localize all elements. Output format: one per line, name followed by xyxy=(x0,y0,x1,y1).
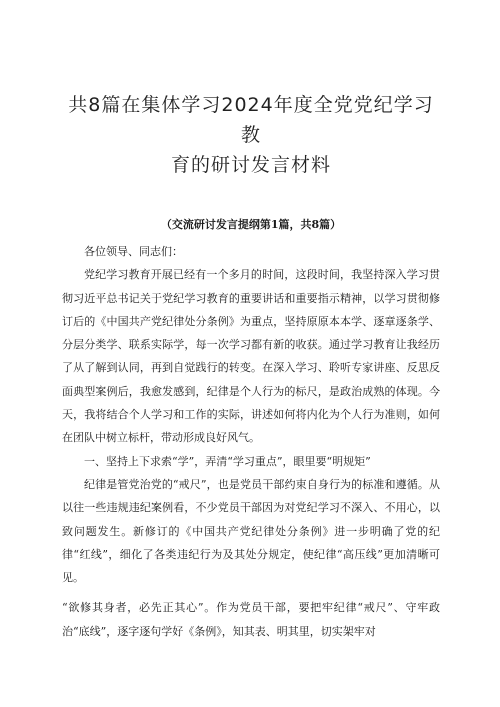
title-line-1: 共8篇在集体学习2024年度全党党纪学习教 xyxy=(68,94,434,146)
salutation: 各位领导、同志们： xyxy=(84,245,183,258)
title-line-2: 育的研讨发言材料 xyxy=(170,154,331,176)
paragraph-self-cultivation: “欲修其身者，必先正其心”。作为党员干部，要把牢纪律“戒尺”、守牢政治“底线”，逐字逐句学好《条例》，知其表、明其里，切实架牢对 xyxy=(62,601,440,638)
paragraph-intro: 党纪学习教育开展已经有一个多月的时间，这段时间，我坚持深入学习贯彻习近平总书记关于党纪学习教育的重要讲话和重要指示精神，以学习贯彻修订后的《中国共产党纪律处分条例》为重点，坚持原原本本学、逐章逐条学、分层分类学、联系实际学，每一次学习都有新的收获。通过学习教育让我经历了从了解到认同，再到自觉践行的转变。在深入学习、聆听专家讲座、反思反面典型案例后，我愈发感到，纪律是个人行为的标尺，是政治成熟的体现。今天，我将结合个人学习和工作的实际，讲述如何将内化为个人行为准则，如何在团队中树立标杆，带动形成良好风气。 xyxy=(62,268,440,445)
section-heading-1: 一、坚持上下求索“学”，弄清“学习重点”，眼里要“明规矩” xyxy=(84,454,371,468)
document-subtitle: （交流研讨发言提纲第1篇，共8篇） xyxy=(160,218,342,231)
paragraph-discipline: 纪律是管党治党的“戒尺”，也是党员干部约束自身行为的标准和遵循。从以往一些违规违纪案例看，不少党员干部因为对党纪学习不深入、不用心，以致问题发生。新修订的《中国共产党纪律处分条例》进一步明确了党的纪律“红线”，细化了各类违纪行为及其处分规定，使纪律“高压线”更加清晰可见。 xyxy=(62,477,440,585)
document-title xyxy=(62,90,440,180)
